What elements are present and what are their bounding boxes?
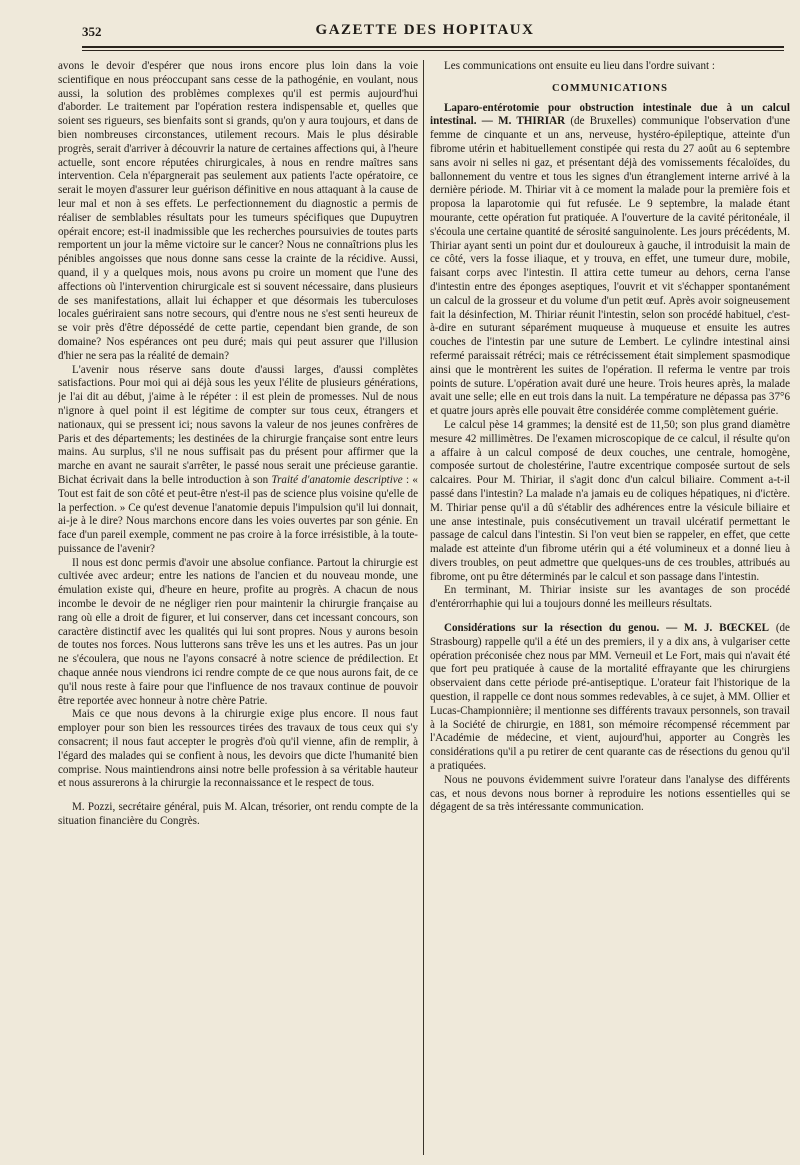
article-body: (de Bruxelles) communique l'observation d'une femme de cinquante et un ans, nerveuse, hystéro-épileptique, atteinte d'un fibrome utérin et habituellement constipée qui resta du 27 août au 6 septembre sans avoir ni selles ni gaz, et présentant déjà des vomissements fécaloïdes, du ballonnement du ventre et tous les signes d'un étranglement interne arrivé à la dernière période. M. Thiriar vit à ce moment la malade pour la première fois et proposa la laparotomie qui fut refusée. Le 9 septembre, la malade étant mourante, cette opération fut pratiquée. A l'ouverture de la cavité péritonéale, il s'écoula une certaine quantité de sérosité sanguinolente. Les jours précédents, M. Thiriar ayant senti un point dur et douloureux à gauche, il introduisit la main de ce côté, vers la fosse iliaque, et y trouva, en effet, une tumeur dure, mobile, faisant corps avec l'intestin. Il attira cette tumeur au dehors, cerna l'anse d'intestin entre des éponges aseptiques, l'ouvrit et vit s'échapper spontanément un calcul de la grosseur et du volume d'un petit œuf. Après avoir soigneusement fait la désinfection, M. Thiriar réunit l'intestin, selon son procédé habituel, c'est-à-dire en suturant séparément muqueuse à muqueuse et ensuite les autres couches de l'intestin par une suture de Lembert. Le cylindre intestinal ainsi refermé paraissait rétréci; mais ce rétrécissement était simplement spasmodique ainsi que le montrèrent les suites de l'opération. Il referma le ventre par trois points de suture. L'opération avait duré une heure. Trois heures après, la malade avait une selle; elle en eut trois dans la nuit. La température ne dépassa pas 37°6 et quatre jours après elle pouvait être considérée comme complètement guérie. [430, 115, 790, 418]
paragraph-surgery-future: avons le devoir d'espérer que nous irons encore plus loin dans la voie scientifique en nous préoccupant sans cesse de la pathogénie, en voulant, nous aussi, la solution des problèmes complexes qu'il est permis aujourd'hui d'aborder. Le traitement par l'opération restera indispensable et, quelles que soient ses rigueurs, ses bienfaits sont si grands, qu'on y aura toujours, et dans de bien nombreuses circonstances, utilement recours. Mais le plus désirable progrès, serait d'arriver à découvrir la nature de certaines affections qui, à l'heure actuelle, sont encore réputées chirurgicales, à nous en rendre maîtres sans intervention. Cela n'épargnerait pas seulement aux patients l'acte opératoire, ce serait le moyen d'assurer leur guérison définitive en nous attaquant à la cause de leur mal et non à ses effets. Le perfectionnement du diagnostic a permis de réaliser de semblables résultats pour les tumeurs spécifiques que Dupuytren opérait encore; est-il inadmissible que les recherches poursuivies de toutes parts remportent un jour la même victoire sur le cancer? Nous ne connaîtrions plus les pénibles angoisses que nous donne sans cesse la crainte de la récidive. Aussi, quand, il y a quelques mois, nous avons pu croire un moment que l'une des affections où l'intervention chirurgicale est si souvent nécessaire, dans plusieurs de ses manifestations, allait lui échapper et que désormais les tuberculoses locales guériraient sans notre secours, qui d'entre nous ne s'est senti heureux de se voir près d'être dépossédé de cette partie, cependant bien grande, de son domaine? Nos espérances ont peu duré; mais qui peut assurer que l'illusion d'hier ne sera pas la réalité de demain? [58, 60, 418, 362]
paragraph-duty: Mais ce que nous devons à la chirurgie exige plus encore. Il nous faut employer pour son bien les ressources tirées des travaux de tous ceux qui s'y consacrent; il nous faut accepter le progrès d'où qu'il vienne, afin de remplir, à l'égard des malades qui se confient à nous, les devoirs que dicte l'humanité bien comprise. Nous maintiendrons ainsi notre belle profession à sa véritable hauteur et nous assurerons à la chirurgie la reconnaissance et le respect de tous. [58, 708, 418, 790]
page-number: 352 [82, 24, 102, 39]
paragraph-confidence: Il nous est donc permis d'avoir une absolue confiance. Partout la chirurgie est cultivée avec ardeur; entre les nations de l'ancien et du nouveau monde, une émulation existe qui, d'heure en heure, profite au progrès. A chacun de nous incombe le devoir de ne négliger rien pour maintenir la chirurgie française au rang où elle a droit de figurer, et lui conserver, dans cet incessant concours, son caractère distinctif avec les qualités qui lui sont propres. Nous y aurons besoin de toutes nos forces. Nous lutterons sans trêve les uns et les autres. Pas un jour ne s'écoulera, que nous ne l'ayons consacré à notre science de prédilection. Et chaque année nous viendrons ici rendre compte de ce que nous aurons fait, de ce qu'il nous reste à faire pour que l'influence de nos travaux continue de pouvoir être reportée avec honneur à notre chère Patrie. [58, 556, 418, 707]
right-column [430, 60, 790, 1160]
article-title: Considérations sur la résection du genou. [444, 622, 660, 635]
article-calculus-analysis: Le calcul pèse 14 grammes; la densité est de 11,50; son plus grand diamètre mesure 42 millimètres. De l'examen microscopique de ce calcul, il résulte qu'on a affaire à un calcul composé de deux couches, une centrale, homogène, composée surtout de cholestérine, l'autre excentrique composée surtout de sels calcaires. Pour M. Thiriar, il s'agit donc d'un calcul biliaire. Comment a-t-il passé dans l'intestin? La malade n'a jamais eu de coliques hépatiques, ni d'ictère. M. Thiriar pense qu'il a dû s'établir des adhérences entre la vésicule biliaire et une anse intestinale, puis consécutivement un travail ulcératif permettant le passage de calcul dans l'intestin. Si l'on veut bien se rappeler, en effet, que cette malade est atteinte d'un fibrome utérin qui a été volumineux et a donné lieu à divers troubles, on peut admettre que quelques-uns de ces troubles, attribués au fibrome, ont pu être déterminés par le calcul et son passage dans l'intestin. [430, 418, 790, 583]
page-header [58, 0, 792, 62]
article-laparo-enterotomy [430, 102, 790, 419]
article-body: (de Strasbourg) rappelle qu'il a été un des premiers, il y a dix ans, à vulgariser cette opération préconisée chez nous par MM. Verneuil et Le Fort, mais qui n'avait été que fort peu pratiquée à cause de la mortalité effrayante que les chirurgiens observaient dans cette période pré-antiseptique. L'orateur fait l'historique de la question, il rappelle ce dont nous sommes redevables, à ce sujet, à MM. Ollier et Lucas-Championnière; il mentionne ses différents travaux personnels, son travail à la Société de chirurgie, en 1881, son mémoire récompensé récemment par l'Académie de médecine, et vient, aujourd'hui, apporter au Congrès les considérations qu'il a pu retirer de cent quarante cas de résections du genou qu'il a pratiquées. [430, 622, 790, 773]
column-divider [423, 60, 424, 1155]
journal-title: GAZETTE DES HOPITAUX [315, 22, 535, 38]
communications-intro: Les communications ont ensuite eu lieu dans l'ordre suivant : [444, 60, 715, 72]
section-heading: COMMUNICATIONS [552, 82, 668, 94]
paragraph-bichat-text-b: : « Tout est fait de son côté et peut-être n'est-il pas de science plus voisine qu'elle de la perfection. » Ce qu'est devenue l'anatomie depuis l'impulsion qu'il lui donnait, ai-je à le dire? Nous marchons encore dans les voies ouvertes par son génie. En face d'un pareil exemple, comment ne pas croire à la force irrésistible, à la toute-puissance de l'avenir? [58, 473, 418, 555]
article-conclusion: En terminant, M. Thiriar insiste sur les avantages de son procédé d'entérorrhaphie qui lui a toujours donné les meilleurs résultats. [430, 584, 790, 611]
article-knee-resection [430, 622, 790, 774]
article-title: Laparo-entérotomie pour obstruction intestinale due à un calcul intestinal. [430, 101, 790, 128]
paragraph-finances: M. Pozzi, secrétaire général, puis M. Alcan, trésorier, ont rendu compte de la situation financière du Congrès. [58, 801, 418, 828]
header-rule-thick [82, 46, 784, 48]
article-knee-summary: Nous ne pouvons évidemment suivre l'orateur dans l'analyse des différents cas, et nous devons nous borner à reproduire les notions essentielles qui se dégagent de sa très intéressante communication. [430, 773, 790, 814]
paragraph-bichat-text-a: L'avenir nous réserve sans doute d'aussi larges, d'aussi complètes satisfactions. Pour moi qui ai déjà sous les yeux l'élite de plusieurs générations, je l'ai dit au début, j'aime à le répéter : il est plein de promesses. Nul de nous n'ignore à quel point il est légitime de compter sur tous ceux, étrangers et nationaux, qui se pressent ici; nous savons la valeur de nos jeunes confrères de Paris et des départements; les destinées de la chirurgie française sont entre leurs mains. Au surplus, s'il ne nous suffisait pas du présent pour affirmer que la marche en avant ne saurait s'arrêter, le passé nous serait une précieuse garantie. Bichat écrivait dans la belle introduction à son [58, 363, 418, 486]
article-author: — M. J. BŒCKEL [666, 622, 770, 635]
left-column [58, 60, 418, 1160]
paragraph-bichat [58, 364, 418, 557]
treatise-title: Traité d'anatomie descriptive [271, 473, 403, 486]
article-author: — M. THIRIAR [481, 115, 566, 128]
header-rule-thin [82, 50, 784, 51]
